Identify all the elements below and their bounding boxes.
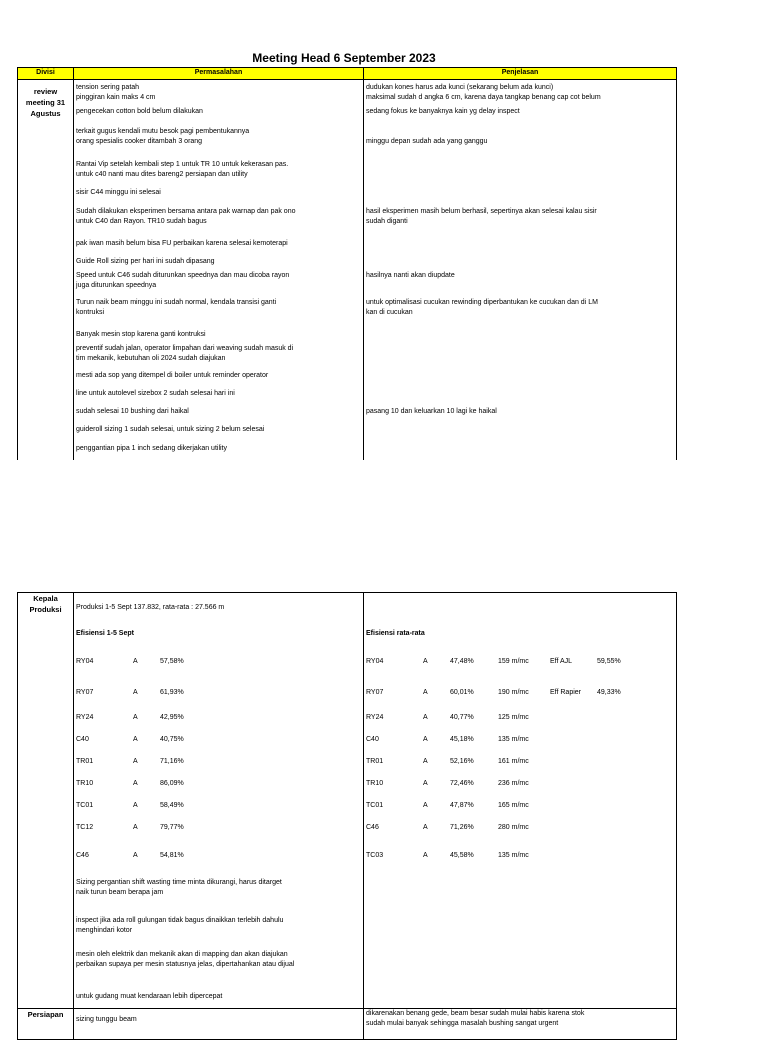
produksi-note-line: menghindari kotor xyxy=(76,927,133,934)
eff-right-s: 161 m/mc xyxy=(498,758,529,765)
table-row xyxy=(18,341,677,369)
table-row xyxy=(18,255,677,268)
permasalahan-cell xyxy=(74,255,364,268)
permasalahan-cell xyxy=(74,204,364,237)
table-row xyxy=(18,268,677,295)
eff-left-title: Efisiensi 1-5 Sept xyxy=(76,630,134,637)
eff-left-g: A xyxy=(133,758,138,765)
eff-right-g: A xyxy=(423,802,428,809)
eff-right-row xyxy=(366,773,674,795)
eff-left-g: A xyxy=(133,714,138,721)
divisi-persiapan: Persiapan xyxy=(18,1009,74,1040)
penjelasan-cell xyxy=(364,186,677,204)
divisi-kepala-produksi: Kepala Produksi xyxy=(18,593,74,1009)
header-penjelasan: Penjelasan xyxy=(364,68,677,80)
permasalahan-line: untuk C40 dan Rayon. TR10 sudah bagus xyxy=(76,218,207,225)
eff-right-m: TR01 xyxy=(366,758,384,765)
permasalahan-line: pengecekan cotton bold belum dilakukan xyxy=(76,108,203,115)
permasalahan-line: Banyak mesin stop karena ganti kontruksi xyxy=(76,331,206,338)
eff-left-v: 42,95% xyxy=(160,714,184,721)
eff-right-m: RY24 xyxy=(366,714,384,721)
eff-right-m: TC01 xyxy=(366,802,384,809)
eff-right-m: TR10 xyxy=(366,780,384,787)
eff-left-g: A xyxy=(133,657,138,665)
eff-right-s: 159 m/mc xyxy=(498,657,529,665)
eff-right-m: RY07 xyxy=(366,688,384,696)
penjelasan-line: dudukan kones harus ada kunci (sekarang belum ada kunci) xyxy=(366,84,554,91)
penjelasan-line: sedang fokus ke banyaknya kain yg delay inspect xyxy=(366,108,520,115)
permasalahan-line: pak iwan masih belum bisa FU perbaikan karena selesai kemoterapi xyxy=(76,240,288,247)
produksi-summary: Produksi 1-5 Sept 137.832, rata-rata : 27.566 m xyxy=(76,604,225,611)
permasalahan-line: sisir C44 minggu ini selesai xyxy=(76,189,161,196)
persiapan-penjelasan-line: sudah mulai banyak sehingga masalah bushing sangat urgent xyxy=(366,1020,559,1027)
permasalahan-cell xyxy=(74,341,364,369)
eff-right-g: A xyxy=(423,758,428,765)
permasalahan-line: Rantai Vip setelah kembali step 1 untuk TR 10 untuk kekerasan pas. xyxy=(76,161,289,168)
eff-right-v: 60,01% xyxy=(450,688,474,696)
eff-right-row xyxy=(366,751,674,773)
eff-right-v: 52,16% xyxy=(450,758,474,765)
eff-left-g: A xyxy=(133,824,138,831)
permasalahan-line: Guide Roll sizing per hari ini sudah dipasang xyxy=(76,258,215,265)
permasalahan-cell xyxy=(74,105,364,124)
eff-left-list xyxy=(76,645,361,872)
table-row xyxy=(18,387,677,405)
eff-left-row xyxy=(76,751,361,773)
eff-left-m: RY07 xyxy=(76,688,94,696)
penjelasan-cell xyxy=(364,369,677,387)
eff-left-row xyxy=(76,839,361,872)
permasalahan-cell xyxy=(74,237,364,255)
eff-right-m: RY04 xyxy=(366,657,384,665)
document-title: Meeting Head 6 September 2023 xyxy=(252,51,436,65)
permasalahan-cell xyxy=(74,268,364,295)
persiapan-permasalahan: sizing tunggu beam xyxy=(74,1009,364,1040)
table-row xyxy=(18,369,677,387)
table-row xyxy=(18,405,677,423)
eff-right-s: 135 m/mc xyxy=(498,736,529,743)
eff-left-v: 71,16% xyxy=(160,758,184,765)
divisi-review-meeting: review meeting 31 Agustus xyxy=(18,80,74,461)
eff-right-s: 280 m/mc xyxy=(498,824,529,831)
permasalahan-line: mesti ada sop yang ditempel di boiler untuk reminder operator xyxy=(76,372,269,379)
persiapan-penjelasan-line: dikarenakan benang gede, beam besar sudah mulai habis karena stok xyxy=(366,1010,585,1017)
eff-right-s: 236 m/mc xyxy=(498,780,529,787)
produksi-note xyxy=(76,872,361,910)
permasalahan-cell xyxy=(74,80,364,106)
table-row xyxy=(18,80,677,106)
penjelasan-cell xyxy=(364,105,677,124)
eff-right-row xyxy=(366,678,674,707)
eff-right-l: Eff AJL xyxy=(550,657,573,665)
permasalahan-line: juga diturunkan speednya xyxy=(76,282,157,289)
permasalahan-line: Speed untuk C46 sudah diturunkan speednya dan mau dicoba rayon xyxy=(76,272,290,279)
eff-left-row xyxy=(76,817,361,839)
penjelasan-cell xyxy=(364,341,677,369)
permasalahan-line: orang spesialis cooker ditambah 3 orang xyxy=(76,138,203,145)
eff-left-g: A xyxy=(133,802,138,809)
permasalahan-line: tim mekanik, kebutuhan oli 2024 sudah diajukan xyxy=(76,355,226,362)
eff-left-g: A xyxy=(133,780,138,787)
eff-left-m: TR10 xyxy=(76,780,94,787)
eff-right-title: Efisiensi rata-rata xyxy=(366,630,425,637)
eff-right-v: 47,48% xyxy=(450,657,474,665)
penjelasan-cell xyxy=(364,295,677,328)
eff-left-v: 79,77% xyxy=(160,824,184,831)
penjelasan-line: untuk optimalisasi cucukan rewinding diperbantukan ke cucukan dan di LM xyxy=(366,299,598,306)
penjelasan-cell xyxy=(364,328,677,341)
eff-right-m: C46 xyxy=(366,824,379,831)
eff-right-g: A xyxy=(423,851,428,859)
eff-right-s: 135 m/mc xyxy=(498,851,529,859)
penjelasan-line: pasang 10 dan keluarkan 10 lagi ke haikal xyxy=(366,408,497,415)
penjelasan-cell xyxy=(364,405,677,423)
penjelasan-cell xyxy=(364,255,677,268)
eff-left-row xyxy=(76,645,361,678)
eff-left-v: 57,58% xyxy=(160,657,184,665)
penjelasan-cell xyxy=(364,442,677,460)
eff-right-v: 47,87% xyxy=(450,802,474,809)
produksi-note-line: Sizing pergantian shift wasting time minta dikurangi, harus ditarget xyxy=(76,879,282,886)
permasalahan-line: Sudah dilakukan eksperimen bersama antara pak warnap dan pak ono xyxy=(76,208,296,215)
permasalahan-cell xyxy=(74,328,364,341)
eff-right-row xyxy=(366,839,674,872)
produksi-note xyxy=(76,910,361,944)
eff-left-v: 58,49% xyxy=(160,802,184,809)
table-row xyxy=(18,105,677,124)
penjelasan-line: hasilnya nanti akan diupdate xyxy=(366,272,455,279)
eff-left-m: TC12 xyxy=(76,824,94,831)
eff-right-g: A xyxy=(423,780,428,787)
table-row xyxy=(18,328,677,341)
table-row xyxy=(18,237,677,255)
penjelasan-line: maksimal sudah d angka 6 cm, karena daya tangkap benang cap cot belum xyxy=(366,94,601,101)
eff-right-m: TC03 xyxy=(366,851,384,859)
permasalahan-cell xyxy=(74,124,364,157)
penjelasan-cell xyxy=(364,268,677,295)
produksi-note-line: perbaikan supaya per mesin statusnya jelas, dipertahankan atau dijual xyxy=(76,961,295,968)
eff-left-m: TR01 xyxy=(76,758,94,765)
eff-left-m: C46 xyxy=(76,851,89,859)
eff-right-m: C40 xyxy=(366,736,379,743)
eff-right-l: Eff Rapier xyxy=(550,688,581,696)
produksi-note-line: mesin oleh elektrik dan mekanik akan di mapping dan akan diajukan xyxy=(76,951,288,958)
eff-left-g: A xyxy=(133,688,138,696)
review-meeting-table xyxy=(17,67,677,460)
permasalahan-line: Turun naik beam minggu ini sudah normal, kendala transisi ganti xyxy=(76,299,277,306)
eff-right-s: 190 m/mc xyxy=(498,688,529,696)
eff-right-g: A xyxy=(423,736,428,743)
eff-right-s: 165 m/mc xyxy=(498,802,529,809)
eff-right-row xyxy=(366,795,674,817)
permasalahan-line: line untuk autolevel sizebox 2 sudah selesai hari ini xyxy=(76,390,235,397)
eff-right-lv: 59,55% xyxy=(597,657,621,665)
persiapan-penjelasan xyxy=(364,1009,677,1040)
eff-right-lv: 49,33% xyxy=(597,688,621,696)
penjelasan-line: sudah diganti xyxy=(366,218,408,225)
eff-left-v: 40,75% xyxy=(160,736,184,743)
header-divisi: Divisi xyxy=(18,68,74,80)
eff-right-g: A xyxy=(423,824,428,831)
permasalahan-line: preventif sudah jalan, operator limpahan dari weaving sudah masuk di xyxy=(76,345,294,352)
kepala-produksi-right-cell xyxy=(364,593,677,1009)
permasalahan-cell xyxy=(74,186,364,204)
produksi-note xyxy=(76,986,361,1008)
penjelasan-cell xyxy=(364,80,677,106)
permasalahan-cell xyxy=(74,442,364,460)
eff-right-list xyxy=(366,645,674,872)
eff-left-row xyxy=(76,707,361,729)
eff-right-v: 45,58% xyxy=(450,851,474,859)
eff-right-s: 125 m/mc xyxy=(498,714,529,721)
penjelasan-cell xyxy=(364,237,677,255)
penjelasan-line: hasil eksperimen masih belum berhasil, sepertinya akan selesai kalau sisir xyxy=(366,208,597,215)
penjelasan-cell xyxy=(364,423,677,442)
eff-right-row xyxy=(366,817,674,839)
eff-left-row xyxy=(76,678,361,707)
penjelasan-line xyxy=(366,127,674,137)
eff-left-v: 86,09% xyxy=(160,780,184,787)
produksi-note xyxy=(76,944,361,986)
eff-right-v: 40,77% xyxy=(450,714,474,721)
eff-right-v: 45,18% xyxy=(450,736,474,743)
produksi-note-line: naik turun beam berapa jam xyxy=(76,889,164,896)
kepala-produksi-table xyxy=(17,592,677,1040)
eff-left-row xyxy=(76,729,361,751)
eff-right-g: A xyxy=(423,657,428,665)
eff-right-row xyxy=(366,707,674,729)
eff-right-v: 71,26% xyxy=(450,824,474,831)
penjelasan-line: kan di cucukan xyxy=(366,309,413,316)
penjelasan-cell xyxy=(364,124,677,157)
eff-left-v: 54,81% xyxy=(160,851,184,859)
permasalahan-line: penggantian pipa 1 inch sedang dikerjakan utility xyxy=(76,445,227,452)
table-row xyxy=(18,295,677,328)
table-row xyxy=(18,204,677,237)
header-permasalahan: Permasalahan xyxy=(74,68,364,80)
penjelasan-cell xyxy=(364,387,677,405)
table-row xyxy=(18,124,677,157)
notes-list xyxy=(76,872,361,1008)
eff-left-m: RY04 xyxy=(76,657,94,665)
permasalahan-line: kontruksi xyxy=(76,309,105,316)
produksi-note-line: inspect jika ada roll gulungan tidak bagus dinaikkan terlebih dahulu xyxy=(76,917,284,924)
eff-left-row xyxy=(76,795,361,817)
permasalahan-cell xyxy=(74,405,364,423)
eff-left-m: C40 xyxy=(76,736,89,743)
table-row xyxy=(18,442,677,460)
eff-left-g: A xyxy=(133,851,138,859)
permasalahan-cell xyxy=(74,423,364,442)
table-row xyxy=(18,186,677,204)
eff-right-v: 72,46% xyxy=(450,780,474,787)
eff-right-row xyxy=(366,645,674,678)
penjelasan-line: minggu depan sudah ada yang ganggu xyxy=(366,138,488,145)
permasalahan-line: guideroll sizing 1 sudah selesai, untuk sizing 2 belum selesai xyxy=(76,426,265,433)
kepala-produksi-left-cell xyxy=(74,593,364,1009)
produksi-note-line: untuk gudang muat kendaraan lebih dipercepat xyxy=(76,993,223,1000)
permasalahan-line: sudah selesai 10 bushing dari haikal xyxy=(76,408,189,415)
table-row xyxy=(18,423,677,442)
eff-left-m: RY24 xyxy=(76,714,94,721)
permasalahan-line: untuk c40 nanti mau dites bareng2 persiapan dan utility xyxy=(76,171,248,178)
permasalahan-line: terkait gugus kendali mutu besok pagi pembentukannya xyxy=(76,128,250,135)
eff-right-row xyxy=(366,729,674,751)
permasalahan-line: pinggiran kain maks 4 cm xyxy=(76,94,156,101)
eff-left-m: TC01 xyxy=(76,802,94,809)
permasalahan-cell xyxy=(74,295,364,328)
penjelasan-cell xyxy=(364,204,677,237)
eff-left-v: 61,93% xyxy=(160,688,184,696)
permasalahan-cell xyxy=(74,157,364,186)
permasalahan-line: tension sering patah xyxy=(76,84,140,91)
eff-right-g: A xyxy=(423,714,428,721)
permasalahan-cell xyxy=(74,369,364,387)
table-row xyxy=(18,157,677,186)
permasalahan-cell xyxy=(74,387,364,405)
eff-left-row xyxy=(76,773,361,795)
eff-left-g: A xyxy=(133,736,138,743)
penjelasan-cell xyxy=(364,157,677,186)
eff-right-g: A xyxy=(423,688,428,696)
